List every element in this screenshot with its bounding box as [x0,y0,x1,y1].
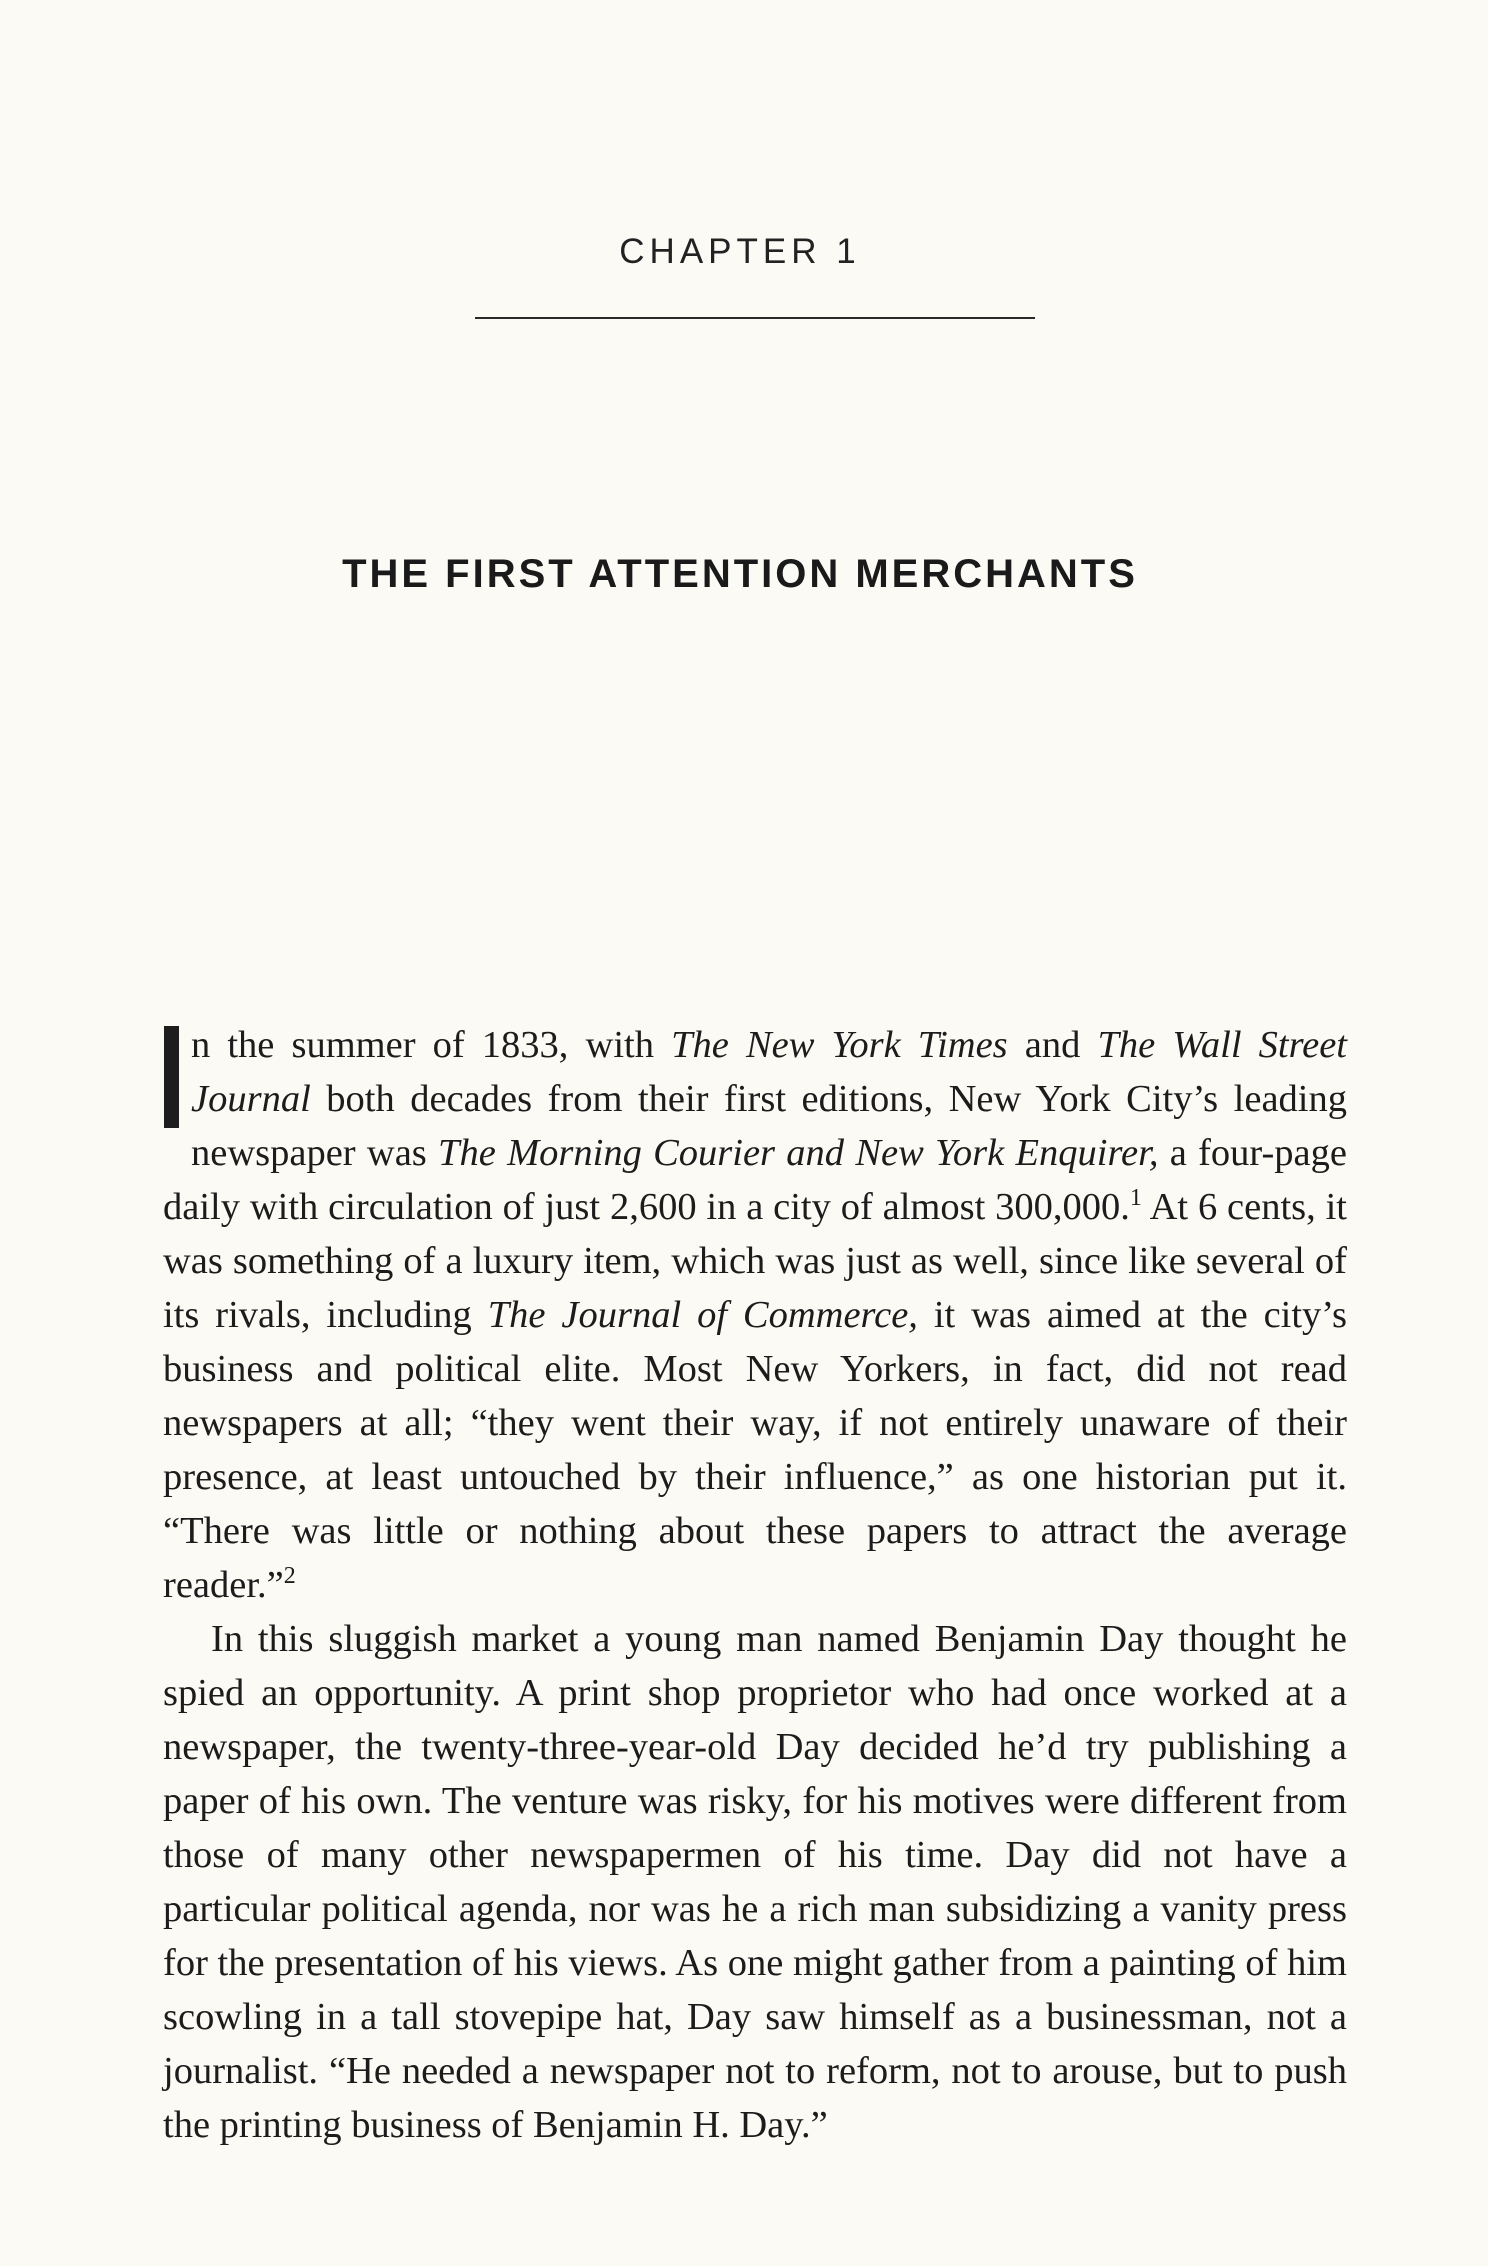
paragraph-1-text: both decades from their first editions, New York City’s leading newspaper was [191,1078,1347,1174]
drop-cap [164,1026,179,1128]
paragraph-1-text: a four-page daily with circulation of just 2,600 in a city of almost 300,000. [163,1132,1347,1228]
newspaper-title: The Journal of Commerce, [487,1294,918,1336]
paragraph-1-text: it was aimed at the city’s business and political elite. Most New Yorkers, in fact, did not read newspapers at all; “they went their way, if not entirely unaware of their presence, at least untouched by their influence,” as one historian put it. “There was little or nothing about these papers to attract the average reader.” [163,1294,1347,1606]
chapter-title: THE FIRST ATTENTION MERCHANTS [342,552,1138,596]
paragraph-1-text: and [1007,1024,1098,1066]
chapter-label: CHAPTER 1 [619,232,861,271]
paragraph-1-text: n the summer of 1833, with [191,1024,672,1066]
newspaper-title: The Morning Courier and New York Enquirer, [438,1132,1159,1174]
chapter-divider [475,317,1035,319]
footnote-marker: 1 [1129,1185,1142,1212]
newspaper-title: The New York Times [671,1024,1008,1066]
body-text [163,1018,1347,2152]
paragraph-2: In this sluggish market a young man named Benjamin Day thought he spied an opportunity. A print shop proprietor who had once worked at a newspaper, the twenty-three-year-old Day decided he’d try publishing a paper of his own. The venture was risky, for his motives were different from those of many other newspapermen of his time. Day did not have a particular political agenda, nor was he a rich man subsidizing a vanity press for the presentation of his views. As one might gather from a painting of him scowling in a tall stovepipe hat, Day saw himself as a businessman, not a journalist. “He needed a newspaper not to reform, not to arouse, but to push the printing business of Benjamin H. Day.” [163,1618,1347,2146]
footnote-marker: 2 [283,1563,296,1590]
paragraph-1-text: At 6 cents, it was something of a luxury item, which was just as well, since like several of its rivals, including [163,1186,1348,1336]
newspaper-title: The Wall Street Journal [191,1024,1347,1120]
paragraph-1 [163,1018,1347,1612]
